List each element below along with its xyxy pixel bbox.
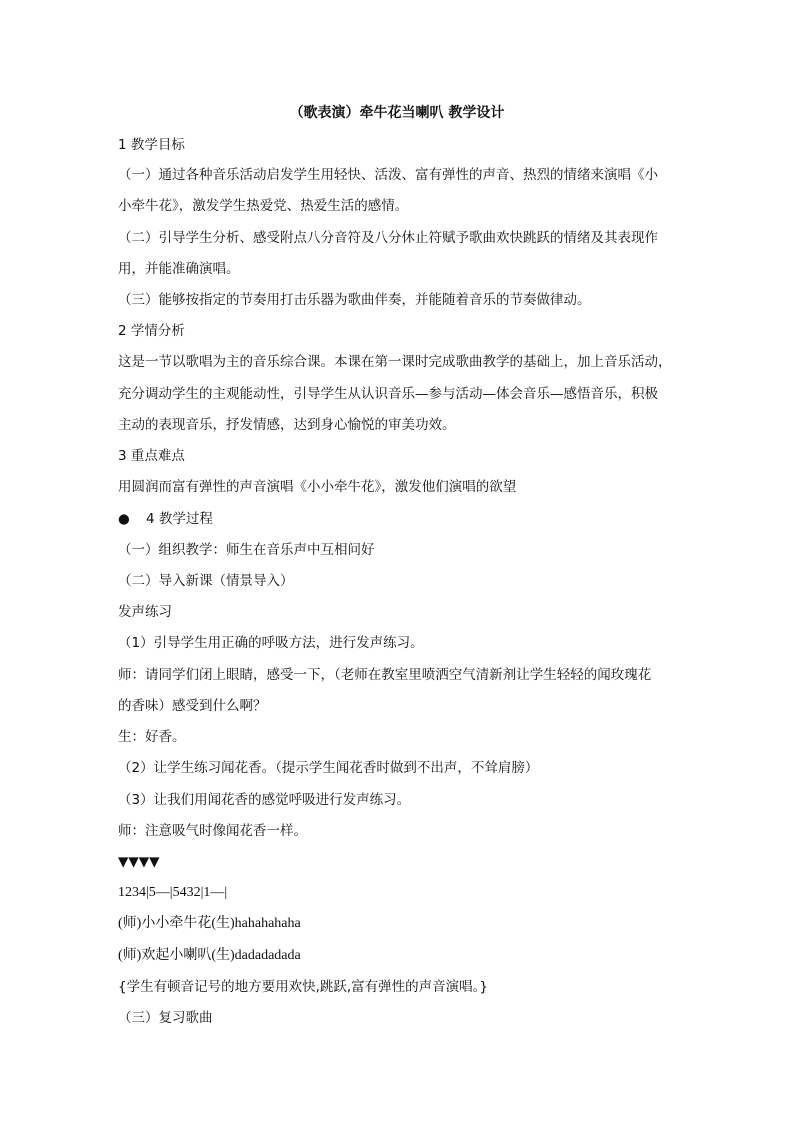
paragraph-line: 用，并能准确演唱。 bbox=[118, 261, 240, 277]
paragraph-line: （二）导入新课（情景导入） bbox=[118, 573, 294, 589]
paragraph-line: （二）引导学生分析、感受附点八分音符及八分休止符赋予歌曲欢快跳跃的情绪及其表现作 bbox=[118, 230, 658, 246]
paragraph-line: （一）组织教学：师生在音乐声中互相问好 bbox=[118, 542, 375, 558]
section-heading-key-points: 3 重点难点 bbox=[118, 448, 185, 464]
paragraph-line: （2）让学生练习闻花香。（提示学生闻花香时做到不出声，不耸肩膀） bbox=[118, 760, 539, 776]
paragraph-line: {学生有顿音记号的地方要用欢快,跳跃,富有弹性的声音演唱。} bbox=[118, 979, 489, 995]
paragraph-line: 这是一节以歌唱为主的音乐综合课。本课在第一课时完成歌曲教学的基础上，加上音乐活动， bbox=[118, 354, 672, 370]
paragraph-line: 师：注意吸气时像闻花香一样。 bbox=[118, 823, 307, 839]
paragraph-line: 生：好香。 bbox=[118, 729, 186, 745]
paragraph-line: 小牵牛花》，激发学生热爱党、热爱生活的感情。 bbox=[118, 198, 409, 214]
paragraph-line: （三）能够按指定的节奏用打击乐器为歌曲伴奏，并能随着音乐的节奏做律动。 bbox=[118, 292, 591, 308]
paragraph-line: （一）通过各种音乐活动启发学生用轻快、活泼、富有弹性的声音、热烈的情绪来演唱《小 bbox=[118, 167, 658, 183]
document-title: （歌表演）牵牛花当喇叭 教学设计 bbox=[289, 105, 505, 121]
paragraph-line: 的香味）感受到什么啊？ bbox=[118, 698, 267, 714]
section-heading-objectives: 1 教学目标 bbox=[118, 137, 185, 153]
paragraph-line: （3）让我们用闻花香的感觉呼吸进行发声练习。 bbox=[118, 792, 411, 808]
paragraph-line: 充分调动学生的主观能动性，引导学生从认识音乐—参与活动—体会音乐—感悟音乐，积极 bbox=[118, 386, 658, 402]
notation-line: (师)小小牵牛花(生)hahahahaha bbox=[118, 916, 301, 931]
paragraph-line: （1）引导学生用正确的呼吸方法，进行发声练习。 bbox=[118, 635, 424, 651]
section-heading-process bbox=[118, 509, 213, 529]
paragraph-line: 发声练习 bbox=[118, 604, 172, 620]
section-heading-analysis: 2 学情分析 bbox=[118, 323, 185, 339]
section-heading-text: 4 教学过程 bbox=[146, 511, 213, 527]
notation-line: 1234|5—|5432|1—| bbox=[118, 885, 228, 900]
bullet-icon: ● bbox=[118, 511, 130, 527]
triangle-marks: ▼▼▼▼ bbox=[118, 854, 160, 870]
paragraph-line: 主动的表现音乐，抒发情感，达到身心愉悦的审美功效。 bbox=[118, 417, 456, 433]
paragraph-line: 师：请同学们闭上眼睛，感受一下，（老师在教室里喷洒空气清新剂让学生轻轻的闻玫瑰花 bbox=[118, 667, 652, 683]
notation-line: (师)欢起小喇叭(生)dadadadada bbox=[118, 948, 301, 963]
paragraph-line: （三）复习歌曲 bbox=[118, 1010, 213, 1026]
paragraph-line: 用圆润而富有弹性的声音演唱《小小牵牛花》，激发他们演唱的欲望 bbox=[118, 479, 517, 495]
